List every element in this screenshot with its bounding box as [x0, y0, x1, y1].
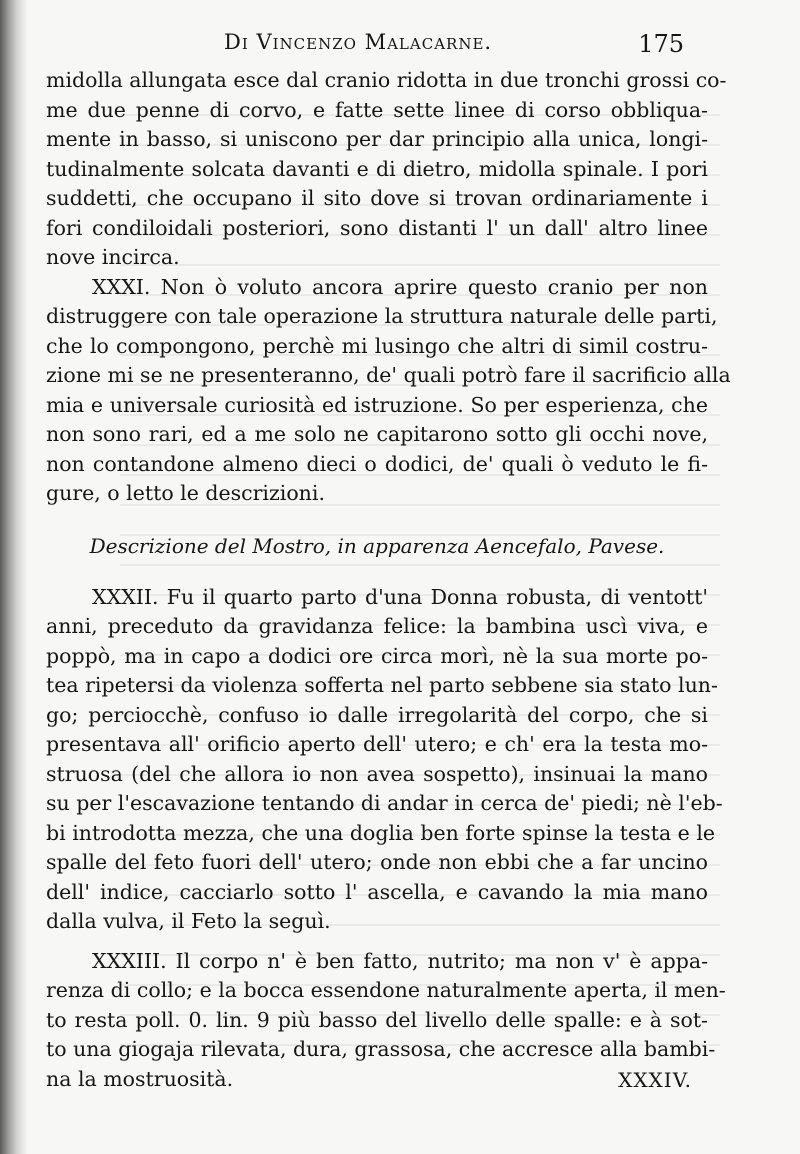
text-line: suddetti, che occupano il sito dove si trovan ordinariamente i: [46, 186, 708, 210]
text-line: zione mi se ne presenteranno, de' quali potrò fare il sacrificio alla: [46, 363, 731, 387]
text-line: fori condiloidali posteriori, sono distanti l' un dall' altro linee: [46, 215, 708, 240]
text-line: midolla allungata esce dal cranio ridotta in due tronchi grossi co-: [46, 68, 727, 92]
text-line: renza di collo; e la bocca essendone naturalmente aperta, il men-: [46, 978, 726, 1002]
text-line: tea ripetersi da violenza sofferta nel parto sebbene sia stato lun-: [46, 673, 718, 697]
text-line: to una giogaja rilevata, dura, grassosa, che accresce alla bambi-: [46, 1037, 716, 1061]
text-line: tudinalmente solcata davanti e di dietro, midolla spinale. I pori: [46, 156, 708, 181]
running-head-title: Di Vincenzo Malacarne.: [224, 30, 493, 54]
paragraph-3: [46, 583, 723, 937]
text-block: [46, 66, 731, 1094]
text-line: non sono rari, ed a me solo ne capitarono sotto gli occhi nove,: [46, 422, 708, 446]
catchword: XXXIV.: [618, 1068, 692, 1092]
paragraph-1: [46, 66, 727, 273]
text-line: bi introdotta mezza, che una doglia ben forte spinse la testa e le: [46, 820, 716, 845]
text-line: dalla vulva, il Feto la seguì.: [46, 909, 331, 933]
text-line: XXXI. Non ò voluto ancora aprire questo cranio per non: [92, 274, 708, 299]
text-line: su per l'escavazione tentando di andar in cerca de' piedi; nè l'eb-: [46, 791, 723, 815]
text-line: na la mostruosità.: [46, 1066, 234, 1091]
page-number: 175: [638, 30, 684, 58]
text-line: dell' indice, cacciarlo sotto l' ascella, e cavando la mia mano: [46, 879, 708, 904]
text-line: me due penne di corvo, e fatte sette linee di corso obbliqua-: [46, 97, 708, 122]
page-edge-shadow: [0, 0, 28, 1154]
text-line: gure, o letto le descrizioni.: [46, 481, 325, 505]
text-line: anni, preceduto da gravidanza felice: la bambina uscì viva, e: [46, 614, 708, 638]
paragraph-2: [46, 273, 731, 509]
text-line: distruggere con tale operazione la struttura naturale delle parti,: [46, 304, 718, 328]
text-line: spalle del feto fuori dell' utero; onde non ebbi che a far uncino: [46, 850, 708, 874]
text-line: to resta poll. 0. lin. 9 più basso del livello delle spalle: e à sot-: [46, 1007, 708, 1032]
text-line: struosa (del che allora io non avea sospetto), insinuai la mano: [46, 761, 708, 786]
spacer: [46, 937, 708, 947]
text-line: che lo compongono, perchè mi lusingo che altri di simil costru-: [46, 333, 708, 358]
text-line: nove incirca.: [46, 245, 180, 269]
text-line: XXXII. Fu il quarto parto d'una Donna robusta, di ventott': [92, 584, 708, 609]
paragraph-4: [46, 947, 726, 1095]
text-line: mente in basso, si uniscono per dar principio alla unica, longi-: [46, 127, 708, 151]
text-line: mia e universale curiosità ed istruzione. So per esperienza, che: [46, 392, 708, 417]
running-head: [44, 30, 684, 64]
text-line: go; perciocchè, confuso io dalle irregolarità del corpo, che si: [46, 702, 708, 727]
text-line: poppò, ma in capo a dodici ore circa morì, nè la sua morte po-: [46, 643, 708, 668]
text-line: non contandone almeno dieci o dodici, de' quali ò veduto le fi-: [46, 451, 708, 476]
section-heading: Descrizione del Mostro, in apparenza Aencefalo, Pavese.: [89, 533, 665, 558]
text-line: XXXIII. Il corpo n' è ben fatto, nutrito; ma non v' è appa-: [92, 948, 708, 973]
spacer: [46, 563, 708, 583]
spacer: [46, 509, 708, 529]
text-line: presentava all' orificio aperto dell' utero; e ch' era la testa mo-: [46, 732, 708, 756]
